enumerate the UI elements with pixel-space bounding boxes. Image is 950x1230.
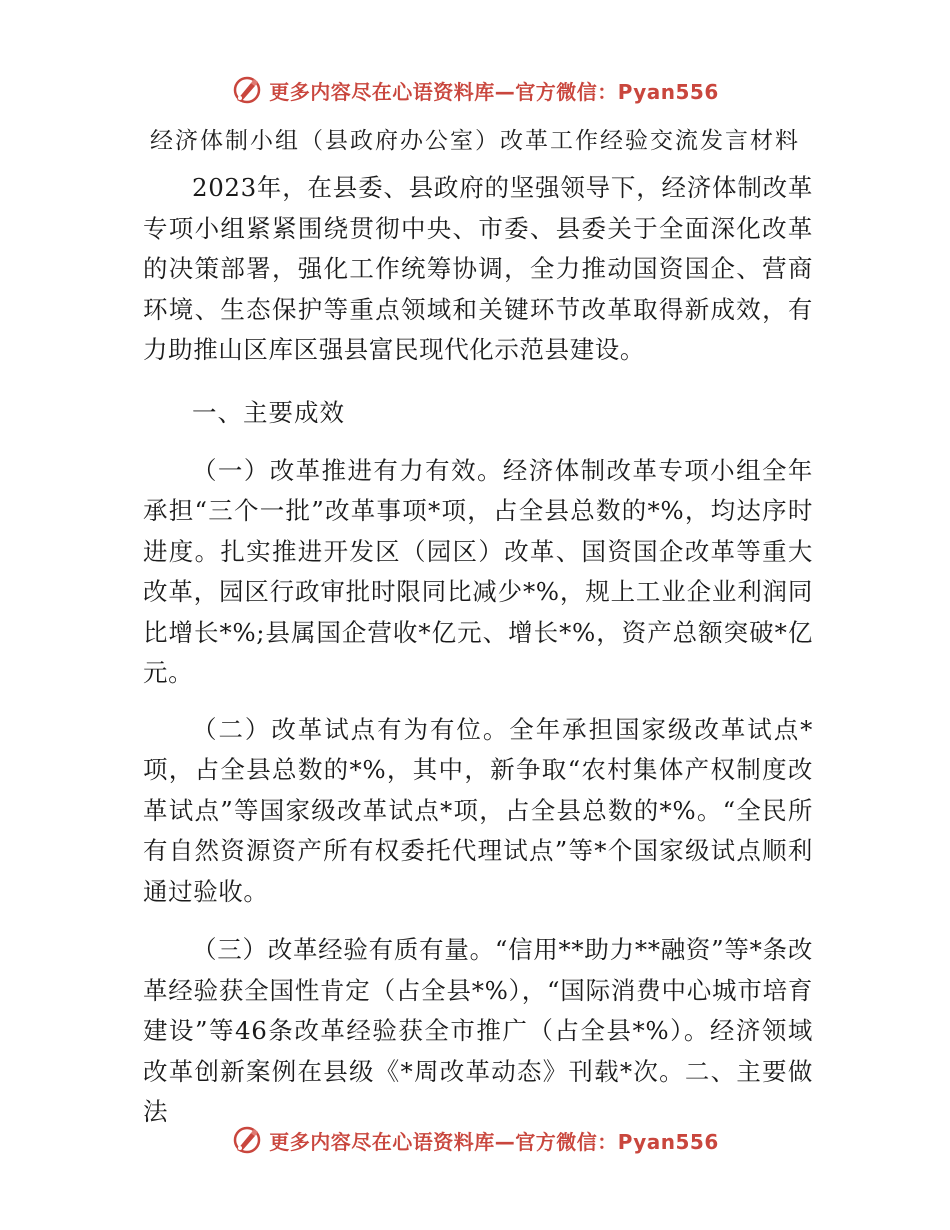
header-banner-text: 更多内容尽在心语资料库—官方微信：Pyan556 bbox=[269, 79, 719, 104]
document-title: 经济体制小组（县政府办公室）改革工作经验交流发言材料 bbox=[150, 128, 800, 154]
pen-circle-logo-icon bbox=[231, 74, 263, 106]
intro-paragraph: 2023年，在县委、县政府的坚强领导下，经济体制改革专项小组紧紧围绕贯彻中央、市委、县委关于全面深化改革的决策部署，强化工作统筹协调，全力推动国资国企、营商环境、生态保护等重点领域和关键环节改革取得新成效，有力助推山区库区强县富民现代化示范县建设。 bbox=[143, 173, 813, 364]
section-heading: 一、主要成效 bbox=[192, 397, 345, 427]
body-paragraph: （二）改革试点有为有位。全年承担国家级改革试点*项，占全县总数的*%，其中，新争取“农村集体产权制度改革试点”等国家级改革试点*项，占全县总数的*%。“全民所有自然资源资产所有权委托代理试点”等*个国家级试点顺利通过验收。 bbox=[143, 714, 813, 906]
footer-watermark-banner bbox=[0, 1120, 950, 1160]
body-paragraph: （三）改革经验有质有量。“信用**助力**融资”等*条改革经验获全国性肯定（占全县*%），“国际消费中心城市培育建设”等46条改革经验获全市推广（占全县*%）。经济领域改革创新案例在县级《*周改革动态》刊载*次。二、主要做法 bbox=[143, 935, 813, 1126]
footer-banner-text: 更多内容尽在心语资料库—官方微信：Pyan556 bbox=[269, 1129, 719, 1154]
pen-circle-logo-icon bbox=[231, 1124, 263, 1156]
document-body bbox=[143, 168, 813, 1133]
header-watermark-banner bbox=[0, 70, 950, 110]
body-paragraph: （一）改革推进有力有效。经济体制改革专项小组全年承担“三个一批”改革事项*项，占全县总数的*%，均达序时进度。扎实推进开发区（园区）改革、国资国企改革等重大改革，园区行政审批时限同比减少*%，规上工业企业利润同比增长*%;县属国企营收*亿元、增长*%，资产总额突破*亿元。 bbox=[143, 455, 813, 687]
